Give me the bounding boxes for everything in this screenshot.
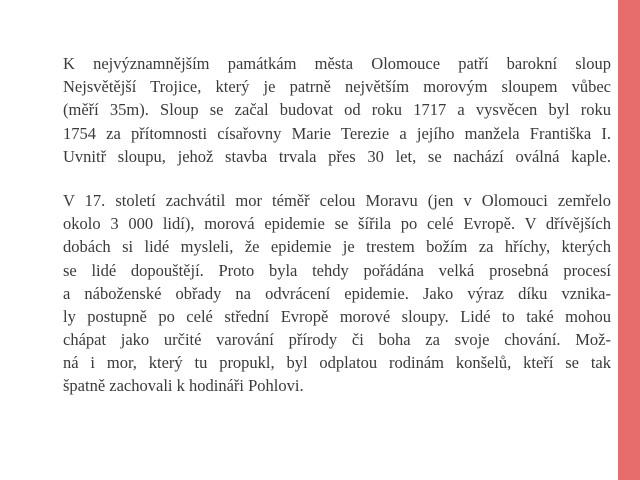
- text-line: Nejsvětější Trojice, který je patrně největším morovým sloupem vůbec: [63, 77, 611, 97]
- text-line: se lidé dopouštějí. Proto byla tehdy pořádána velká prosebná procesí: [63, 260, 611, 280]
- text-block: [63, 52, 611, 398]
- accent-side-band: [618, 0, 640, 480]
- text-line: ná i mor, který tu propukl, byl odplatou rodinám konšelů, kteří se tak: [63, 353, 611, 373]
- text-line: chápat jako určité varování přírody či boha za svoje chování. Mož-: [63, 330, 611, 350]
- text-line: okolo 3 000 lidí), morová epidemie se šířila po celé Evropě. V dřívějších: [63, 214, 611, 234]
- paragraph-2: [63, 189, 611, 398]
- text-line: špatně zachovali k hodináři Pohlovi.: [63, 376, 304, 396]
- paragraph-1: [63, 52, 611, 168]
- text-line: ly postupně po celé střední Evropě morové sloupy. Lidé to také mohou: [63, 306, 611, 326]
- text-line: V 17. století zachvátil mor téměř celou Moravu (jen v Olomouci zemřelo: [63, 190, 611, 210]
- text-line: (měří 35m). Sloup se začal budovat od roku 1717 a vysvěcen byl roku: [63, 100, 611, 120]
- text-line: K nejvýznamnějším památkám města Olomouce patří barokní sloup: [63, 54, 611, 73]
- text-line: 1754 za přítomnosti císařovny Marie Terezie a jejího manžela Františka I.: [63, 123, 611, 143]
- text-line: dobách si lidé mysleli, že epidemie je trestem božím za hříchy, kterých: [63, 237, 611, 257]
- text-line: a náboženské obřady na odvrácení epidemie. Jako výraz díku vznika-: [63, 283, 611, 303]
- text-line: Uvnitř sloupu, jehož stavba trvala přes 30 let, se nachází oválná kaple.: [63, 146, 611, 166]
